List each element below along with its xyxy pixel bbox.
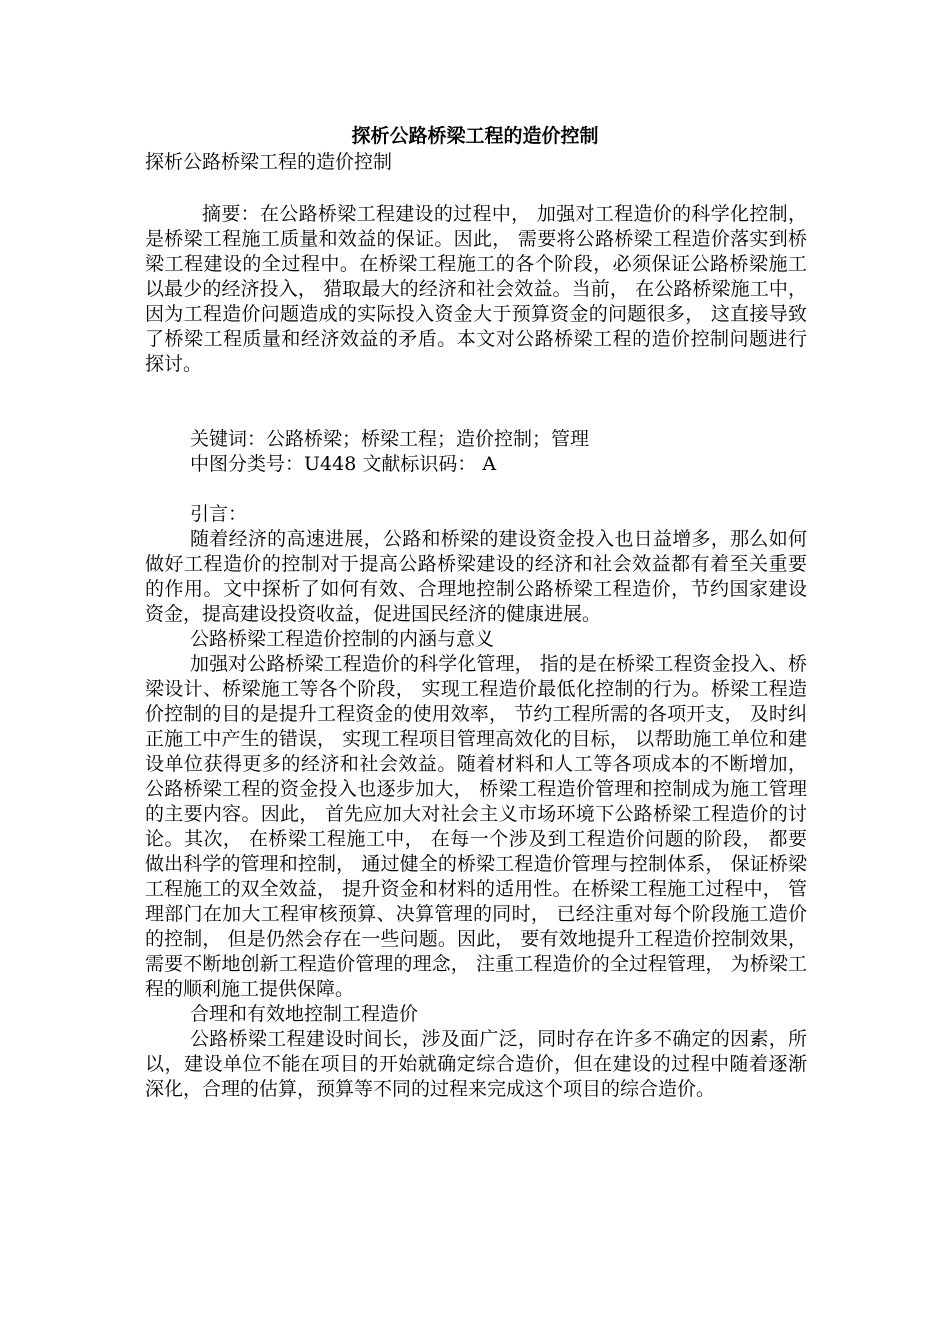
section2-heading: 合理和有效地控制工程造价: [190, 1003, 419, 1025]
intro-paragraph: 随着经济的高速进展，公路和桥梁的建设资金投入也日益增多，那么如何做好工程造价的控制对于提高公路桥梁建设的经济和社会效益都有着至关重要的作用。文中探析了如何有效、合理地控制公路桥梁工程造价，节约国家建设资金，提高建设投资收益，促进国民经济的健康进展。: [145, 528, 807, 625]
document-subtitle: 探析公路桥梁工程的造价控制: [145, 151, 393, 173]
keywords-line: 关键词：公路桥梁；桥梁工程；造价控制；管理: [190, 428, 590, 450]
spacer: [145, 377, 807, 427]
abstract-paragraph: 摘要：在公路桥梁工程建设的过程中， 加强对工程造价的科学化控制， 是桥梁工程施工质量和效益的保证。因此， 需要将公路桥梁工程造价落实到桥梁工程建设的全过程中。在桥梁工程施工的各个阶段，必须保证公路桥梁施工以最少的经济投入， 猎取最大的经济和社会效益。当前， 在公路桥梁施工中，因为工程造价问题造成的实际投入资金大于预算资金的问题很多， 这直接导致了桥梁工程质量和经济效益的矛盾。本文对公路桥梁工程的造价控制问题进行探讨。: [145, 203, 807, 375]
intro-heading: 引言：: [190, 503, 248, 525]
classification-line: 中图分类号：U448 文献标识码： A: [190, 453, 497, 475]
document-title: 探析公路桥梁工程的造价控制: [351, 125, 599, 147]
section1-paragraph: 加强对公路桥梁工程造价的科学化管理， 指的是在桥梁工程资金投入、桥梁设计、桥梁施工等各个阶段， 实现工程造价最低化控制的行为。桥梁工程造价控制的目的是提升工程资金的使用效率， 节约工程所需的各项开支， 及时纠正施工中产生的错误， 实现工程项目管理高效化的目标， 以帮助施工单位和建设单位获得更多的经济和社会效益。随着材料和人工等各项成本的不断增加， 公路桥梁工程的资金投入也逐步加大， 桥梁工程造价管理和控制成为施工管理的主要内容。因此， 首先应加大对社会主义市场环境下公路桥梁工程造价的讨论。其次， 在桥梁工程施工中， 在每一个涉及到工程造价问题的阶段， 都要做出科学的管理和控制， 通过健全的桥梁工程造价管理与控制体系， 保证桥梁工程施工的双全效益， 提升资金和材料的适用性。在桥梁工程施工过程中， 管理部门在加大工程审核预算、决算管理的同时， 已经注重对每个阶段施工造价的控制， 但是仍然会存在一些问题。因此， 要有效地提升工程造价控制效果， 需要不断地创新工程造价管理的理念， 注重工程造价的全过程管理， 为桥梁工程的顺利施工提供保障。: [145, 653, 807, 1000]
section2-paragraph: 公路桥梁工程建设时间长，涉及面广泛，同时存在许多不确定的因素，所以，建设单位不能在项目的开始就确定综合造价，但在建设的过程中随着逐渐深化，合理的估算，预算等不同的过程来完成这个项目的综合造价。: [145, 1028, 807, 1100]
section1-heading: 公路桥梁工程造价控制的内涵与意义: [190, 628, 495, 650]
spacer: [145, 477, 807, 502]
document-body: [145, 150, 807, 1102]
spacer: [145, 175, 807, 202]
